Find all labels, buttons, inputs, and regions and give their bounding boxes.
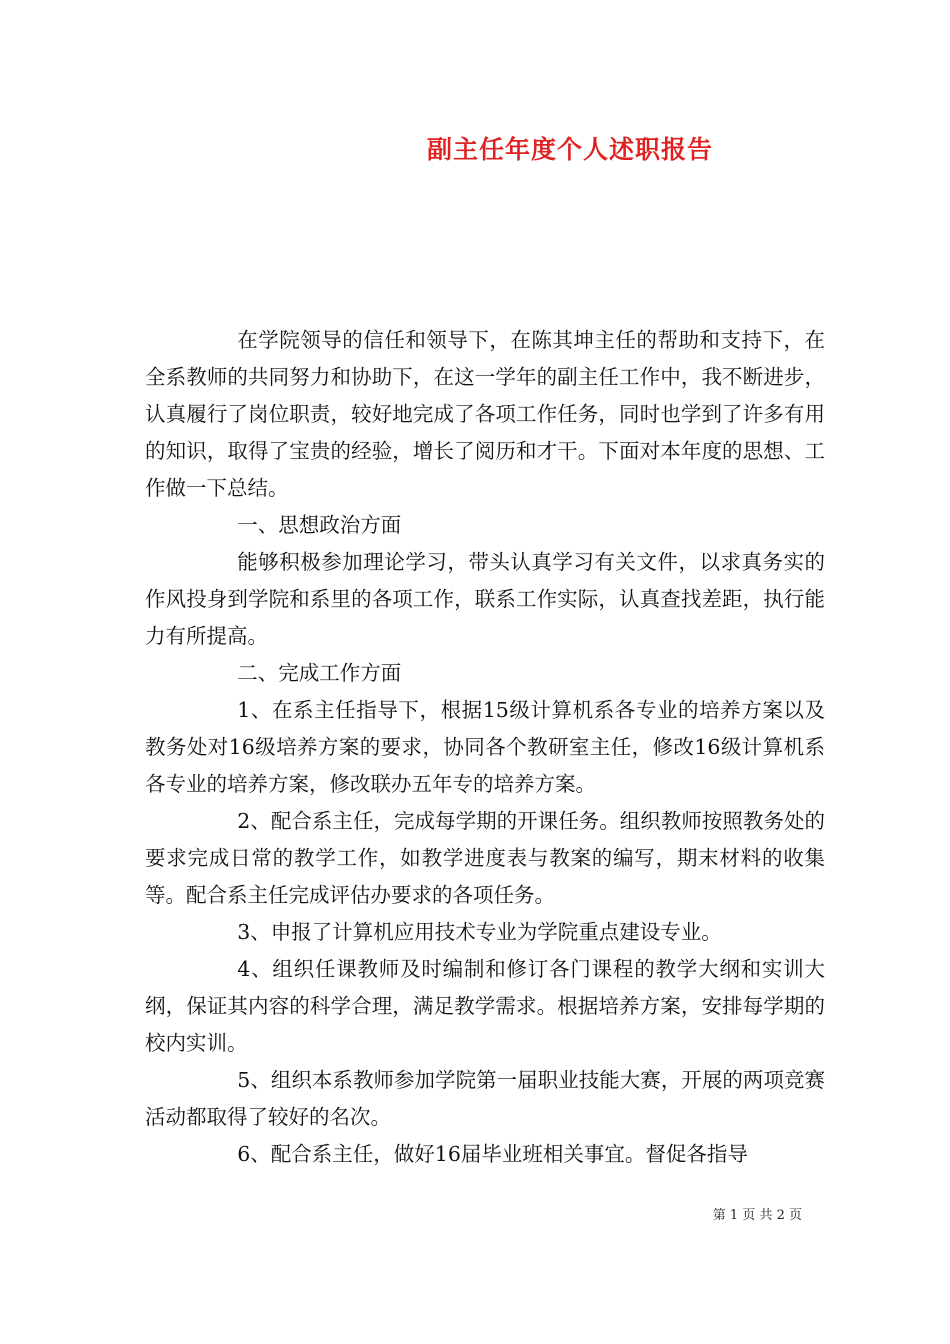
paragraph-item-1: 1、在系主任指导下，根据15级计算机系各专业的培养方案以及教务处对16级培养方案的要求，协同各个教研室主任，修改16级计算机系各专业的培养方案，修改联办五年专的培养方案。 [145, 698, 825, 796]
document-title: 副主任年度个人述职报告 [426, 135, 713, 164]
paragraph-item-4: 4、组织任课教师及时编制和修订各门课程的教学大纲和实训大纲，保证其内容的科学合理，满足教学需求。根据培养方案，安排每学期的校内实训。 [145, 957, 825, 1055]
paragraph-item-3: 3、申报了计算机应用技术专业为学院重点建设专业。 [237, 920, 722, 944]
section-heading-work: 二、完成工作方面 [237, 661, 402, 685]
paragraph-intro: 在学院领导的信任和领导下，在陈其坤主任的帮助和支持下，在全系教师的共同努力和协助下，在这一学年的副主任工作中，我不断进步，认真履行了岗位职责，较好地完成了各项工作任务，同时也学到了许多有用的知识，取得了宝贵的经验，增长了阅历和才干。下面对本年度的思想、工作做一下总结。 [145, 328, 825, 500]
page-number-footer: 第 1 页 共 2 页 [712, 1208, 802, 1223]
paragraph-item-2: 2、配合系主任，完成每学期的开课任务。组织教师按照教务处的要求完成日常的教学工作，如教学进度表与教案的编写，期末材料的收集等。配合系主任完成评估办要求的各项任务。 [145, 809, 825, 907]
paragraph-political: 能够积极参加理论学习，带头认真学习有关文件，以求真务实的作风投身到学院和系里的各项工作，联系工作实际，认真查找差距，执行能力有所提高。 [145, 550, 825, 648]
paragraph-item-6: 6、配合系主任，做好16届毕业班相关事宜。督促各指导 [237, 1142, 748, 1166]
paragraph-item-5: 5、组织本系教师参加学院第一届职业技能大赛，开展的两项竞赛活动都取得了较好的名次。 [145, 1068, 825, 1129]
document-body [145, 322, 825, 1173]
section-heading-political: 一、思想政治方面 [237, 513, 402, 537]
